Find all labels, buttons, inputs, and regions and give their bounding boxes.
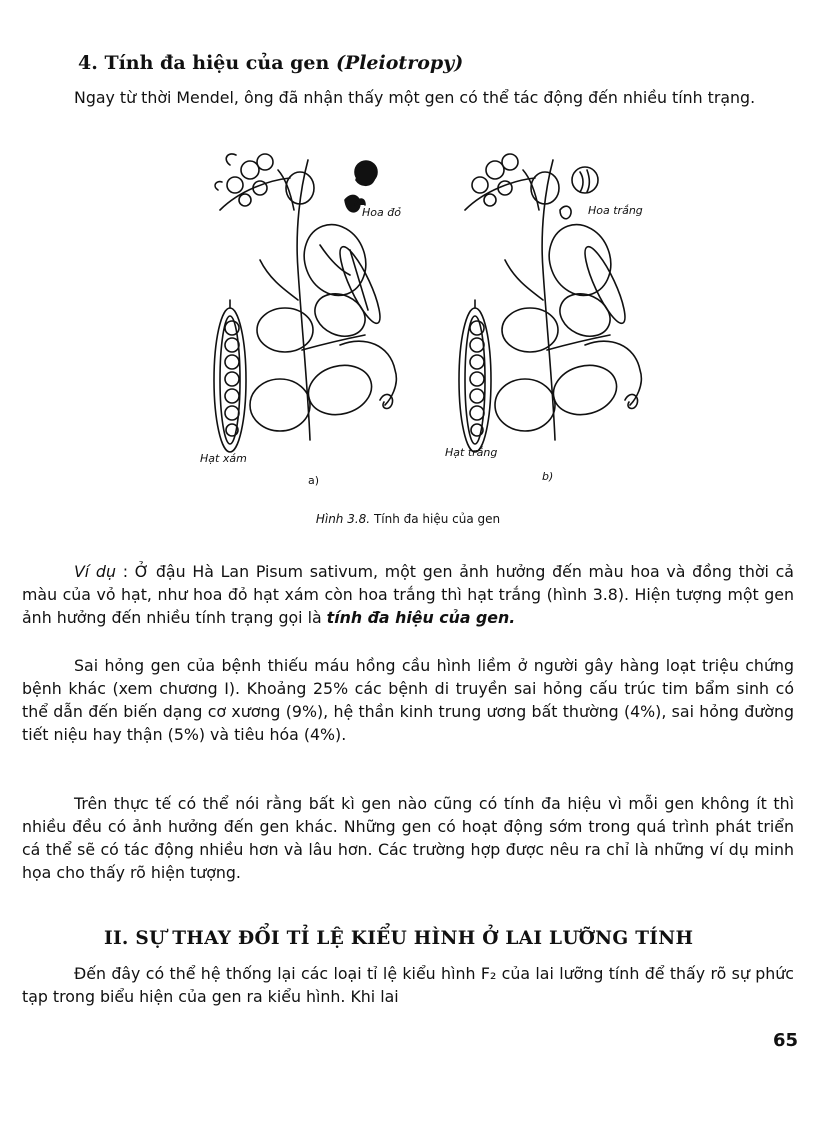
intro-paragraph xyxy=(22,86,794,109)
panel-label-a: a) xyxy=(308,474,320,487)
label-seed-white: Hạt trắng xyxy=(445,446,498,459)
reality-text: Trên thực tế có thể nói rằng bất kì gen nào cũng có tính đa hiệu vì mỗi gen không ít thì nhiều đều có ảnh hưởng đến gen khác. Những gen có hoạt động sớm trong quá trình phát triển cá thể sẽ có tác động nhiều hơn và lâu hơn. Các trường hợp được nêu ra chỉ là những ví dụ minh họa cho thấy rõ hiện tượng. xyxy=(22,794,794,882)
label-seed-grey: Hạt xám xyxy=(200,452,247,465)
heading-latin-term: (Pleiotropy) xyxy=(335,52,464,74)
label-flower-white: Hoa trắng xyxy=(588,204,643,217)
caption-number: Hình 3.8. xyxy=(315,512,371,526)
page-number: 65 xyxy=(772,1030,798,1051)
label-flower-red: Hoa đỏ xyxy=(362,206,401,219)
example-lead: Ví dụ xyxy=(74,562,116,581)
example-body: : Ở đậu Hà Lan Pisum sativum, một gen ảnh hưởng đến màu hoa và đồng thời cả màu của vỏ hạt, như hoa đỏ hạt xám còn hoa trắng thì hạt trắng (hình 3.8). Hiện tượng một gen ảnh hưởng đến nhiều tính trạng gọi là xyxy=(22,562,794,627)
section2-text: Đến đây có thể hệ thống lại các loại tỉ lệ kiểu hình F₂ của lai lưỡng tính để thấy rõ sự phức tạp trong biểu hiện của gen ra kiểu hình. Khi lai xyxy=(22,964,794,1006)
caption-text: Tính đa hiệu của gen xyxy=(373,512,501,526)
example-paragraph xyxy=(22,560,794,629)
pea-plant-figure xyxy=(190,150,690,490)
panel-label-b: b) xyxy=(542,470,554,483)
heading-text: 4. Tính đa hiệu của gen xyxy=(78,52,330,74)
section-heading-pleiotropy xyxy=(78,52,463,74)
section-heading-ratio-change: II. SỰ THAY ĐỔI TỈ LỆ KIỂU HÌNH Ở LAI LƯỠNG TÍNH xyxy=(104,928,694,949)
plant-a-illustration xyxy=(214,154,396,452)
sickle-cell-paragraph xyxy=(22,654,794,746)
section2-paragraph xyxy=(22,962,794,1008)
plant-b-illustration xyxy=(459,154,641,452)
figure-caption xyxy=(0,512,816,526)
pleiotropy-term: tính đa hiệu của gen. xyxy=(326,608,516,627)
intro-text: Ngay từ thời Mendel, ông đã nhận thấy một gen có thể tác động đến nhiều tính trạng. xyxy=(74,88,756,107)
sickle-cell-text: Sai hỏng gen của bệnh thiếu máu hồng cầu hình liềm ở người gây hàng loạt triệu chứng bệnh khác (xem chương I). Khoảng 25% các bệnh di truyền sai hỏng cấu trúc tim bẩm sinh có thể dẫn đến biến dạng cơ xương (9%), hệ thần kinh trung ương bất thường (4%), sai hỏng đường tiết niệu hay thận (5%) và tiêu hóa (4%). xyxy=(22,656,794,744)
reality-paragraph xyxy=(22,792,794,884)
